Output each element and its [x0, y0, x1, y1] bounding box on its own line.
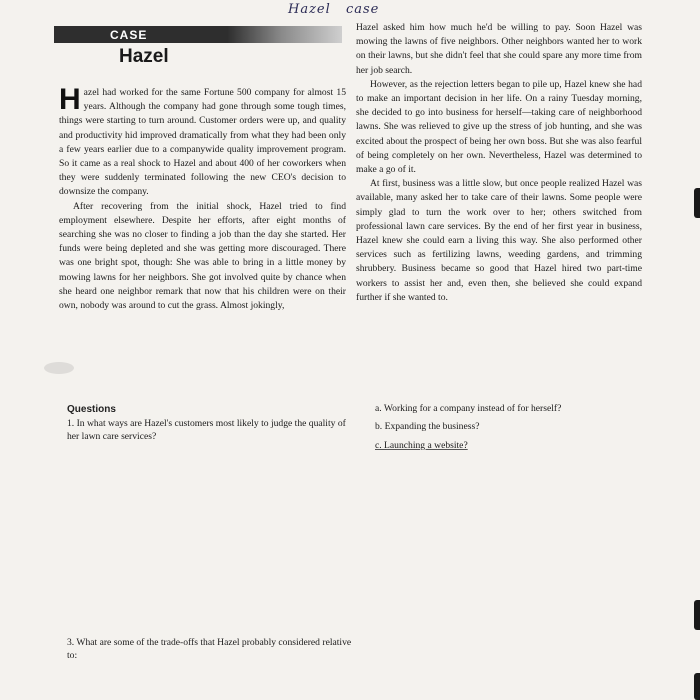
question-3-option-b: b. Expanding the business?	[375, 421, 480, 432]
right-paragraph-2: However, as the rejection letters began to pile up, Hazel knew she had to make an important decision in her life. On a rainy Tuesday morning, she decided to go into business for herself—taking care of neighborhood lawns. She was relieved to give up the stress of job hunting, and she was excited about the prospect of being her own boss. But she was also fearful of being completely on her own. Nevertheless, Hazel was determined to make a go of it.	[356, 78, 642, 176]
case-header-bar	[40, 26, 342, 43]
right-paragraph-1: Hazel asked him how much he'd be willing to pay. Soon Hazel was mowing the lawns of five neighbors. Other neighbors wanted her to work on their lawns, but she didn't feel that she could spare any more time from her job search.	[356, 22, 642, 76]
right-column	[356, 21, 642, 305]
question-3: 3. What are some of the trade-offs that Hazel probably considered relative to:	[67, 637, 352, 661]
right-paragraph-3: At first, business was a little slow, but once people realized Hazel was available, many asked her to take care of their lawns. Some people were simply glad to turn the work over to her; others switched from professional lawn care services. By the end of her first year in business, Hazel knew she could earn a living this way. She also performed other services such as fertilizing lawns, weeding gardens, and trimming shrubbery. Business became so good that Hazel hired two part-time workers to assist her and, even then, she believed she could expand further if she wanted to.	[356, 178, 642, 303]
left-paragraph-1	[59, 83, 346, 200]
case-title: Hazel	[119, 46, 169, 67]
left-paragraph-2: After recovering from the initial shock, Hazel tried to find employment elsewhere. Despite her efforts, after eight months of searching she was no closer to finding a job than the day she started. Her funds were being depleted and she was getting more discouraged. There was one bright spot, though: She was able to bring in a little money by mowing lawns for her neighbors. She got involved quite by chance when she heard one neighbor remark that now that his children were on their own, nobody was around to cut the grass. Almost jokingly,	[59, 200, 346, 312]
case-label: CASE	[110, 28, 148, 42]
ink-smudge	[44, 362, 74, 374]
left-column	[59, 83, 346, 313]
questions-heading: Questions	[67, 404, 116, 415]
page-edge-mark	[694, 188, 700, 218]
page-edge-mark	[694, 673, 700, 700]
question-3-option-a: a. Working for a company instead of for herself?	[375, 403, 562, 414]
question-3-option-c: c. Launching a website?	[375, 440, 468, 451]
drop-cap: H	[59, 83, 81, 116]
handwritten-annotation	[288, 2, 408, 22]
annotation-word-hazel: Hazel	[288, 2, 331, 17]
page-edge-mark	[694, 600, 700, 630]
left-paragraph-1-text: azel had worked for the same Fortune 500 company for almost 15 years. Although the company had gone through some tough times, things were starting to turn around. Customer orders were up, and quality and productivity hid improved dramatically from what they had been only a few years earlier due to a companywide quality improvement program. So it came as a real shock to Hazel and about 400 of her coworkers when they were suddenly terminated following the new CEO's decision to downsize the company.	[59, 87, 346, 198]
question-1: 1. In what ways are Hazel's customers most likely to judge the quality of her lawn care services?	[67, 418, 346, 442]
annotation-word-case: case	[345, 2, 380, 17]
